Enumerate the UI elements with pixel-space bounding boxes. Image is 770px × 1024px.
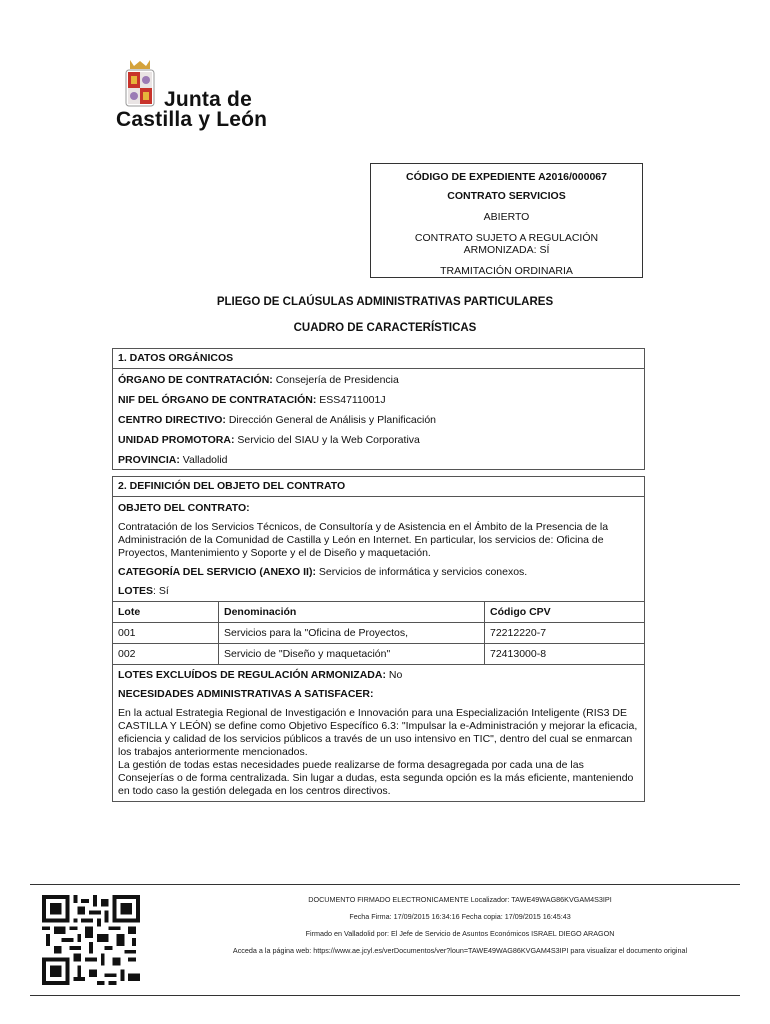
organo-row xyxy=(113,369,644,469)
coat-of-arms-icon xyxy=(124,58,156,110)
nif-value: ESS4711001J xyxy=(316,394,386,406)
table-header-row xyxy=(113,602,644,623)
nif-label: NIF DEL ÓRGANO DE CONTRATACIÓN: xyxy=(118,394,317,406)
unidad-value: Servicio del SIAU y la Web Corporativa xyxy=(234,434,420,446)
procedimiento: ABIERTO xyxy=(483,211,530,223)
footer-divider-bottom xyxy=(30,995,740,996)
header-denominacion: Denominación xyxy=(219,602,485,623)
tramitacion: TRAMITACIÓN ORDINARIA xyxy=(440,265,573,277)
organo-label: ÓRGANO DE CONTRATACIÓN: xyxy=(118,374,273,386)
section-objeto-contrato xyxy=(112,476,645,802)
cpv-cell: 72413000-8 xyxy=(485,644,645,665)
section-heading: 1. DATOS ORGÁNICOS xyxy=(113,349,644,369)
denominacion-cell: Servicios para la "Oficina de Proyectos, xyxy=(219,623,485,644)
objeto-label: OBJETO DEL CONTRATO: xyxy=(118,502,250,514)
denominacion-cell: Servicio de "Diseño y maquetación" xyxy=(219,644,485,665)
objeto-text: Contratación de los Servicios Técnicos, de Consultoría y de Asistencia en el Ámbito de la Presencia de la Administración de la Comunidad de Castilla y León en Internet. En particular, los servicios de: Oficina de Proyectos, Mantenimiento y Soporte y el de Diseño y maquetación. xyxy=(118,521,609,559)
necesidades-paragraph-2: La gestión de todas estas necesidades puede realizarse de forma desagregada por cada una de las Consejerías o de forma centralizada. Sin lugar a dudas, esta segunda opción es la más eficiente, manteniendo en todo caso la gestión delegada en los centros directivos. xyxy=(118,759,634,797)
lotes-value: : Sí xyxy=(153,585,169,597)
footer-line-2: Fecha Firma: 17/09/2015 16:34:16 Fecha copia: 17/09/2015 16:45:43 xyxy=(349,912,571,921)
codigo-expediente: CÓDIGO DE EXPEDIENTE A2016/000067 xyxy=(406,171,607,183)
objeto-block xyxy=(113,497,644,601)
lots-table xyxy=(113,601,644,665)
section-datos-organicos xyxy=(112,348,645,470)
regulacion-line-2: ARMONIZADA: SÍ xyxy=(463,244,550,256)
footer-line-3: Firmado en Valladolid por: El Jefe de Servicio de Asuntos Económicos ISRAEL DIEGO ARAGON xyxy=(305,929,615,938)
junta-logo xyxy=(110,58,270,133)
qr-code-icon xyxy=(42,895,140,985)
page-subtitle: CUADRO DE CARACTERÍSTICAS xyxy=(293,322,477,334)
provincia-label: PROVINCIA: xyxy=(118,454,180,466)
cpv-cell: 72212220-7 xyxy=(485,623,645,644)
page-title: PLIEGO DE CLAÚSULAS ADMINISTRATIVAS PARTICULARES xyxy=(216,296,554,308)
necesidades-paragraph-1: En la actual Estrategia Regional de Investigación e Innovación para una Especialización Inteligente (RIS3 DE CASTILLA Y LEÓN) se define como Objetivo Específico 6.3: "Impulsar la e-Administración y mejorar la eficacia, eficiencia y calidad de los servicios públicos a través de un uso intensivo en TIC", dentro del cual se enmarcan los trabajos anteriormente mencionados. xyxy=(118,707,638,758)
expediente-box xyxy=(370,163,643,278)
regulacion-line-1: CONTRATO SUJETO A REGULACIÓN xyxy=(414,232,599,244)
provincia-value: Valladolid xyxy=(179,454,228,466)
necesidades-label: NECESIDADES ADMINISTRATIVAS A SATISFACER: xyxy=(118,688,374,700)
footer-line-1: DOCUMENTO FIRMADO ELECTRONICAMENTE Localizador: TAWE49WAG86KVGAM4S3IPI xyxy=(308,895,612,904)
categoria-label: CATEGORÍA DEL SERVICIO (ANEXO II): xyxy=(118,566,316,578)
lote-cell: 001 xyxy=(113,623,219,644)
necesidades-block xyxy=(113,665,644,801)
centro-value: Dirección General de Análisis y Planificación xyxy=(225,414,437,426)
header-lote: Lote xyxy=(113,602,219,623)
categoria-value: Servicios de informática y servicios conexos. xyxy=(315,566,528,578)
tipo-contrato: CONTRATO SERVICIOS xyxy=(447,190,566,202)
section-heading: 2. DEFINICIÓN DEL OBJETO DEL CONTRATO xyxy=(113,477,644,497)
centro-label: CENTRO DIRECTIVO: xyxy=(118,414,226,426)
unidad-label: UNIDAD PROMOTORA: xyxy=(118,434,235,446)
footer-divider-top xyxy=(30,884,740,885)
excluidos-label: LOTES EXCLUÍDOS DE REGULACIÓN ARMONIZADA: xyxy=(118,669,386,681)
footer-line-4[interactable]: Acceda a la página web: https://www.ae.jcyl.es/verDocumentos/ver?loun=TAWE49WAG86KVGAM4S3IPI para visualizar el documento original xyxy=(232,946,688,955)
lotes-label: LOTES xyxy=(118,585,154,597)
logo-line-1: Junta de xyxy=(164,88,252,111)
organo-value: Consejería de Presidencia xyxy=(272,374,399,386)
table-row xyxy=(113,623,644,644)
table-row xyxy=(113,644,644,665)
excluidos-value: No xyxy=(385,669,403,681)
lote-cell: 002 xyxy=(113,644,219,665)
logo-line-2: Castilla y León xyxy=(116,108,268,131)
header-cpv: Código CPV xyxy=(485,602,645,623)
